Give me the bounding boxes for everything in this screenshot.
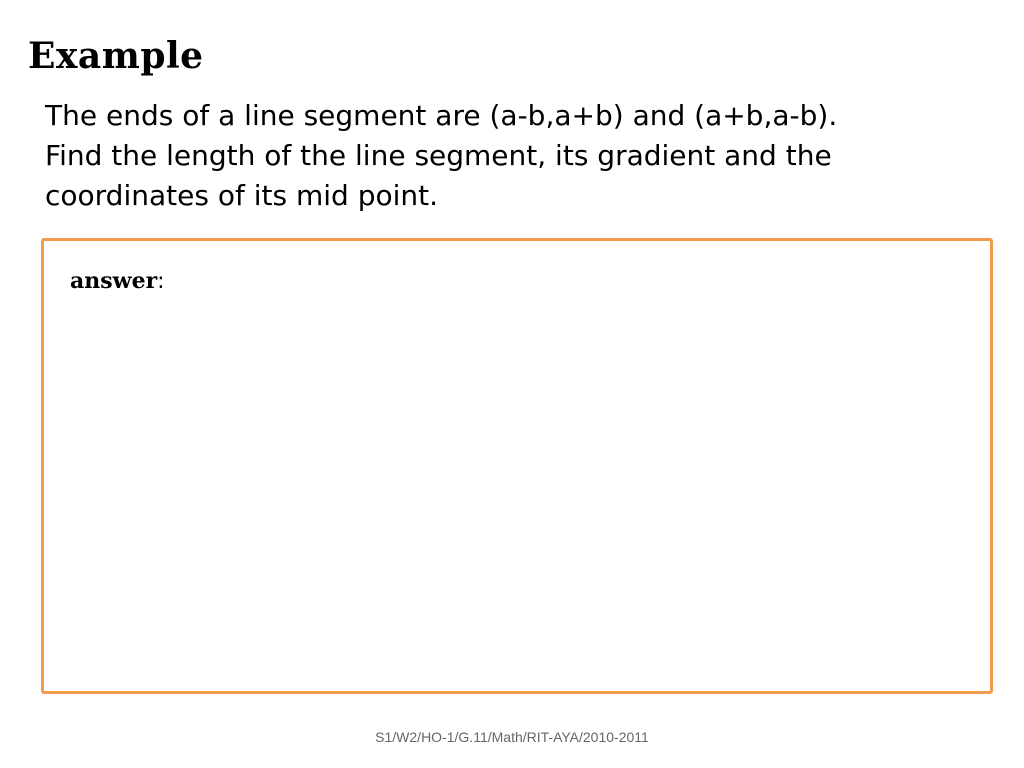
problem-line: Find the length of the line segment, its gradient and the [45,139,832,172]
problem-line: The ends of a line segment are (a-b,a+b) and (a+b,a-b). [45,99,838,132]
problem-statement [45,96,1005,216]
problem-line: coordinates of its mid point. [45,179,438,212]
answer-label [70,267,165,296]
answer-box [41,238,993,694]
answer-label-word: answer [70,268,158,294]
answer-label-colon: : [157,269,165,294]
slide-title: Example [28,35,204,77]
slide-footer: S1/W2/HO-1/G.11/Math/RIT-AYA/2010-2011 [375,729,649,745]
